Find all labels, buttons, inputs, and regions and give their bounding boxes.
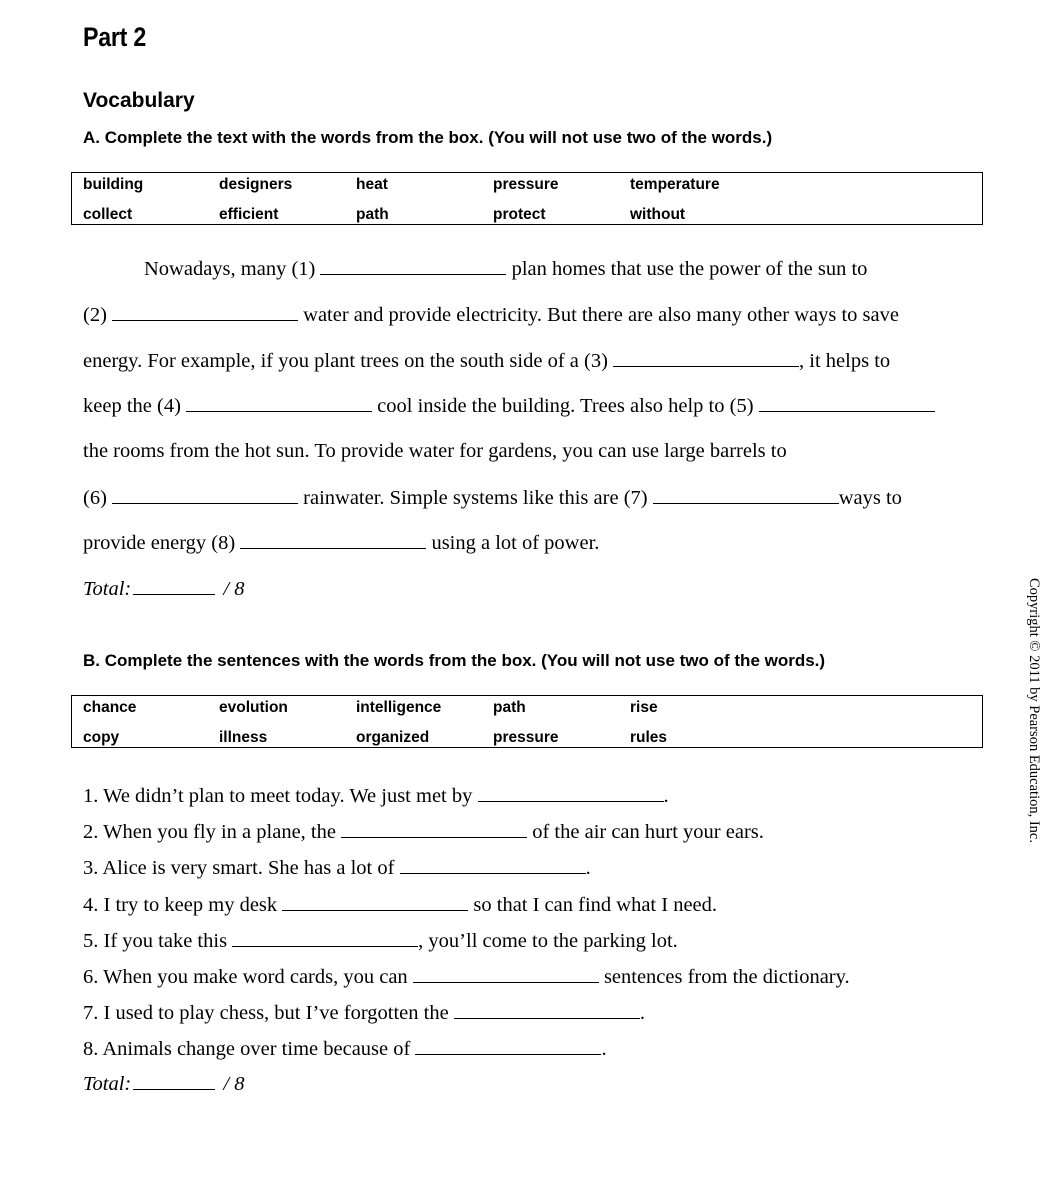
total-a <box>83 576 244 601</box>
sentence-text: , you’ll come to the parking lot. <box>418 930 678 952</box>
blank-2[interactable] <box>112 302 298 321</box>
passage-text: the rooms from the hot sun. To provide water for gardens, you can use large barrels to <box>83 440 787 462</box>
sentence-2 <box>83 819 764 844</box>
copyright-notice: Copyright © 2011 by Pearson Education, Inc. <box>1026 578 1042 843</box>
sentence-text: 7. I used to play chess, but I’ve forgotten the <box>83 1002 454 1024</box>
total-label: Total: <box>83 1073 132 1095</box>
word-box-b-word: copy <box>83 729 120 746</box>
sentence-blank[interactable] <box>415 1036 601 1055</box>
sentence-7 <box>83 1000 645 1025</box>
passage-line <box>83 393 935 418</box>
sentence-text: 6. When you make word cards, you can <box>83 966 413 988</box>
word-box-a-word: pressure <box>493 176 559 193</box>
word-box-b-word: organized <box>356 729 430 746</box>
passage-line <box>83 530 599 555</box>
passage-line <box>83 348 890 373</box>
word-box-b-word: illness <box>219 729 268 746</box>
word-box-a-word: temperature <box>630 176 720 193</box>
passage-text: energy. For example, if you plant trees on the south side of a (3) <box>83 350 614 372</box>
section-a-instruction: A. Complete the text with the words from the box. (You will not use two of the words.) <box>83 128 773 147</box>
passage-text: water and provide electricity. But there are also many other ways to save <box>298 304 899 326</box>
word-box-b-word: chance <box>83 699 137 716</box>
passage-line <box>83 485 902 510</box>
word-box-a <box>71 172 983 225</box>
blank-8[interactable] <box>240 530 426 549</box>
blank-7[interactable] <box>653 485 839 504</box>
sentence-text: 1. We didn’t plan to meet today. We just met by <box>83 785 478 807</box>
word-box-a-word: without <box>630 206 686 223</box>
total-max: / 8 <box>218 578 245 600</box>
part-title: Part 2 <box>83 22 146 52</box>
word-box-a-word: heat <box>356 176 388 193</box>
sentence-blank[interactable] <box>341 819 527 838</box>
word-box-a-word: collect <box>83 206 133 223</box>
sentence-8 <box>83 1036 607 1061</box>
word-box-b-word: intelligence <box>356 699 442 716</box>
passage-line <box>144 256 867 281</box>
sentence-text: . <box>601 1038 607 1060</box>
passage-text: , it helps to <box>799 350 891 372</box>
sentence-text: of the air can hurt your ears. <box>527 821 764 843</box>
sentence-text: . <box>585 857 591 879</box>
sentence-blank[interactable] <box>282 892 468 911</box>
word-box-b-word: rise <box>630 699 658 716</box>
total-b-blank[interactable] <box>133 1071 215 1090</box>
passage-text: ways to <box>838 487 902 509</box>
word-box-b-word: pressure <box>493 729 559 746</box>
sentence-text: 2. When you fly in a plane, the <box>83 821 342 843</box>
sentence-text: . <box>639 1002 645 1024</box>
total-label: Total: <box>83 578 132 600</box>
word-box-a-word: building <box>83 176 144 193</box>
word-box-a-word: path <box>356 206 389 223</box>
section-b-instruction: B. Complete the sentences with the words from the box. (You will not use two of the words.) <box>83 651 826 670</box>
passage-text: (2) <box>83 304 113 326</box>
passage-text: using a lot of power. <box>426 532 600 554</box>
word-box-a-word: protect <box>493 206 546 223</box>
total-max: / 8 <box>218 1073 245 1095</box>
sentence-text: sentences from the dictionary. <box>598 966 850 988</box>
sentence-6 <box>83 964 850 989</box>
sentence-blank[interactable] <box>413 964 599 983</box>
sentence-5 <box>83 928 678 953</box>
passage-line <box>83 439 787 463</box>
sentence-blank[interactable] <box>232 928 418 947</box>
word-box-b <box>71 695 983 748</box>
total-a-blank[interactable] <box>133 576 215 595</box>
passage-line <box>83 302 899 327</box>
sentence-text: 8. Animals change over time because of <box>83 1038 416 1060</box>
passage-text: rainwater. Simple systems like this are (7) <box>298 487 653 509</box>
sentence-1 <box>83 783 669 808</box>
sentence-4 <box>83 892 717 917</box>
passage-text: keep the (4) <box>83 395 187 417</box>
passage-text: Nowadays, many (1) <box>144 258 321 280</box>
sentence-text: 4. I try to keep my desk <box>83 894 283 916</box>
word-box-a-word: designers <box>219 176 293 193</box>
sentence-text: . <box>663 785 669 807</box>
sentence-text: so that I can find what I need. <box>468 894 718 916</box>
sentence-blank[interactable] <box>454 1000 640 1019</box>
passage-text: cool inside the building. Trees also help to (5) <box>372 395 759 417</box>
sentence-blank[interactable] <box>478 783 664 802</box>
blank-4[interactable] <box>186 393 372 412</box>
word-box-b-word: rules <box>630 729 668 746</box>
sentence-text: 3. Alice is very smart. She has a lot of <box>83 857 400 879</box>
sentence-blank[interactable] <box>400 855 586 874</box>
total-b <box>83 1071 244 1096</box>
blank-1[interactable] <box>320 256 506 275</box>
passage-text: (6) <box>83 487 113 509</box>
blank-5[interactable] <box>759 393 935 412</box>
blank-6[interactable] <box>112 485 298 504</box>
blank-3[interactable] <box>613 348 799 367</box>
word-box-a-word: efficient <box>219 206 279 223</box>
word-box-b-word: path <box>493 699 526 716</box>
passage-text: plan homes that use the power of the sun to <box>506 258 868 280</box>
sentence-text: 5. If you take this <box>83 930 233 952</box>
passage-text: provide energy (8) <box>83 532 241 554</box>
section-title: Vocabulary <box>83 89 195 112</box>
word-box-b-word: evolution <box>219 699 288 716</box>
sentence-3 <box>83 855 591 880</box>
